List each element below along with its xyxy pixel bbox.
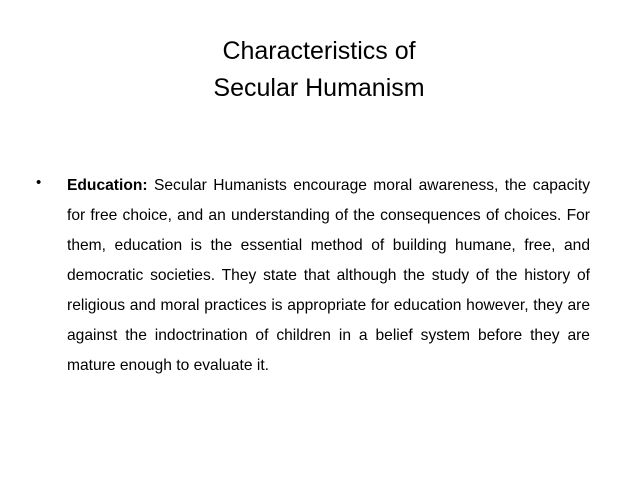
- bullet-lead: Education:: [67, 177, 148, 194]
- slide-title-line-2: Secular Humanism: [213, 74, 425, 102]
- bullet-text: Secular Humanists encourage moral awareness, the capacity for free choice, and an understanding of the consequences of choices. For them, education is the essential method of building humane, free, and democratic societies. They state that although the study of the history of religious and moral practices is appropriate for education however, they are against the indoctrination of children in a belief system before they are mature enough to evaluate it.: [67, 177, 590, 374]
- slide-title: [0, 33, 638, 107]
- bullet-icon: •: [36, 174, 42, 191]
- slide-title-line-1: Characteristics of: [222, 37, 416, 65]
- bullet-item-education: [67, 171, 590, 381]
